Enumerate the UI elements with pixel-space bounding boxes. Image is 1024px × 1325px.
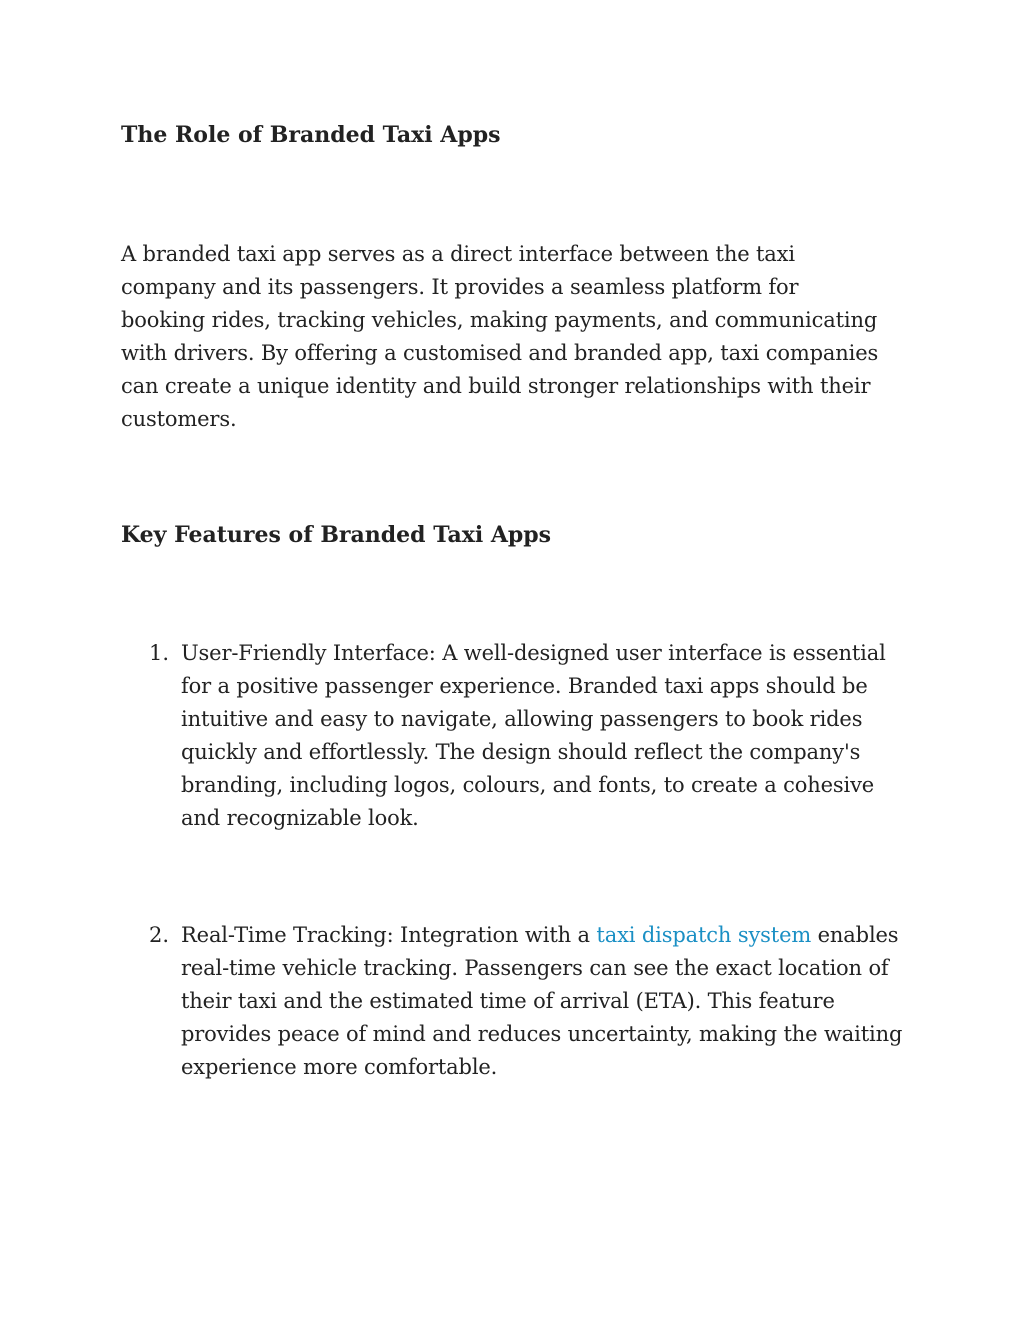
list-item-number: 1.	[149, 641, 170, 665]
list-item-text-after-link: enables real-time vehicle tracking. Passengers can see the exact location of their taxi and the estimated time of arrival (ETA). This feature provides peace of mind and reduces uncertainty, making the waiting experience more comfortable.	[181, 923, 903, 1079]
section-heading-key-features: Key Features of Branded Taxi Apps	[121, 522, 552, 548]
intro-paragraph: A branded taxi app serves as a direct interface between the taxi company and its passengers. It provides a seamless platform for booking rides, tracking vehicles, making payments, and communicating with drivers. By offering a customised and branded app, taxi companies can create a unique identity and build stronger relationships with their customers.	[121, 242, 879, 431]
list-item-text	[181, 919, 906, 1084]
taxi-dispatch-system-link[interactable]: taxi dispatch system	[596, 923, 812, 947]
list-item-text-before-link: Real-Time Tracking: Integration with a	[181, 923, 597, 947]
list-item-number: 2.	[149, 923, 170, 947]
list-item-text: User-Friendly Interface: A well-designed user interface is essential for a positive passenger experience. Branded taxi apps should be intuitive and easy to navigate, allowing passengers to book rides quickly and effortlessly. The design should reflect the company's branding, including logos, colours, and fonts, to create a cohesive and recognizable look.	[181, 641, 886, 830]
section-heading-role: The Role of Branded Taxi Apps	[121, 122, 501, 148]
